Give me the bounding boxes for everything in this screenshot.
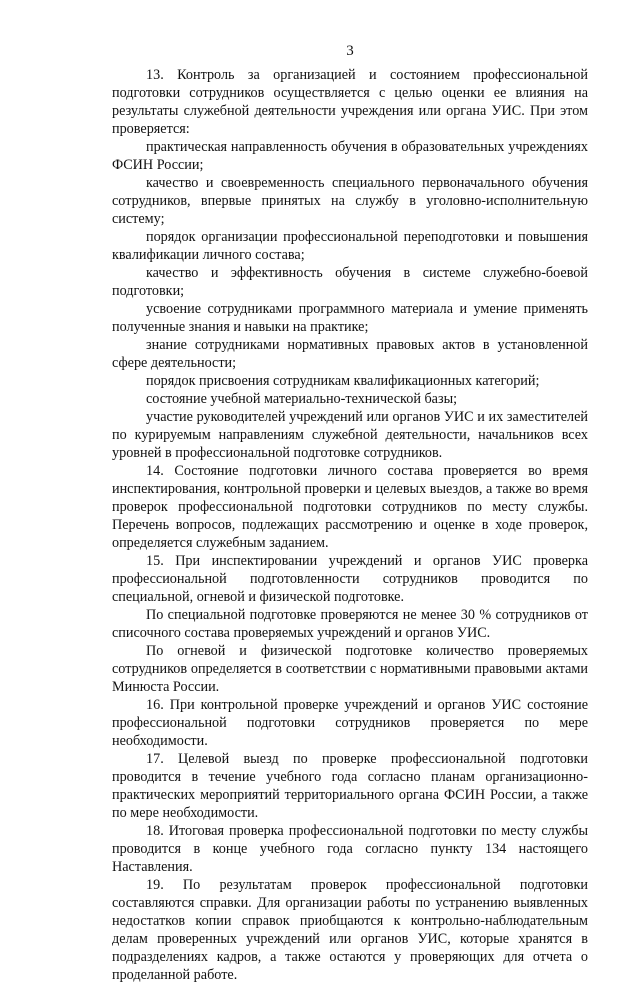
paragraph-15-special: По специальной подготовке проверяются не менее 30 % сотрудников от списочного состава проверяемых учреждений и органов УИС.: [112, 607, 588, 641]
list-item-qualification: порядок присвоения сотрудникам квалификационных категорий;: [146, 373, 540, 389]
paragraph-14: 14. Состояние подготовки личного состава проверяется во время инспектирования, контрольной проверки и целевых выездов, а также во время проверок профессиональной подготовки сотрудников по месту службы. Перечень вопросов, подлежащих рассмотрению и оценке в ходе проверок, определяется служебным заданием.: [112, 463, 588, 551]
paragraph-15-fire-physical: По огневой и физической подготовке количество проверяемых сотрудников определяется в соответствии с нормативными правовыми актами Минюста России.: [112, 643, 588, 695]
paragraph-18: 18. Итоговая проверка профессиональной подготовки по месту службы проводится в конце учебного года согласно пункту 134 настоящего Наставления.: [112, 823, 588, 875]
paragraph-16: 16. При контрольной проверке учреждений и органов УИС состояние профессиональной подготовки сотрудников проверяется по мере необходимости.: [112, 697, 588, 749]
list-item-leadership-participation: участие руководителей учреждений или органов УИС и их заместителей по курируемым направлениям служебной деятельности, начальников всех уровней в профессиональной подготовке сотрудников.: [112, 409, 588, 461]
paragraph-17: 17. Целевой выезд по проверке профессиональной подготовки проводится в течение учебного года согласно планам организационно-практических мероприятий территориального органа ФСИН России, а также по мере необходимости.: [112, 751, 588, 821]
list-item-legal-knowledge: знание сотрудниками нормативных правовых актов в установленной сфере деятельности;: [112, 337, 588, 371]
list-item-retraining: порядок организации профессиональной переподготовки и повышения квалификации личного состава;: [112, 229, 588, 263]
list-item-initial-training: качество и своевременность специального первоначального обучения сотрудников, впервые принятых на службу в уголовно-исполнительную систему;: [112, 175, 588, 227]
list-item-material-base: состояние учебной материально-технической базы;: [146, 391, 458, 407]
page-number: 3: [346, 43, 354, 59]
paragraph-19: 19. По результатам проверок профессиональной подготовки составляются справки. Для организации работы по устранению выявленных недостатков копии справок приобщаются к контрольно-наблюдательным делам проверенных учреждений или органов УИС, которые хранятся в подразделениях кадров, а также остаются у проверяющих для отчета о проделанной работе.: [112, 877, 588, 983]
list-item-practical-orientation: практическая направленность обучения в образовательных учреждениях ФСИН России;: [112, 139, 588, 173]
list-item-material-mastery: усвоение сотрудниками программного материала и умение применять полученные знания и навыки на практике;: [112, 301, 588, 335]
paragraph-13: 13. Контроль за организацией и состоянием профессиональной подготовки сотрудников осуществляется с целью оценки ее влияния на результаты служебной деятельности учреждения или органа УИС. При этом проверяется:: [112, 67, 588, 137]
paragraph-15: 15. При инспектировании учреждений и органов УИС проверка профессиональной подготовленности сотрудников проводится по специальной, огневой и физической подготовке.: [112, 553, 588, 605]
list-item-combat-training: качество и эффективность обучения в системе служебно-боевой подготовки;: [112, 265, 588, 299]
